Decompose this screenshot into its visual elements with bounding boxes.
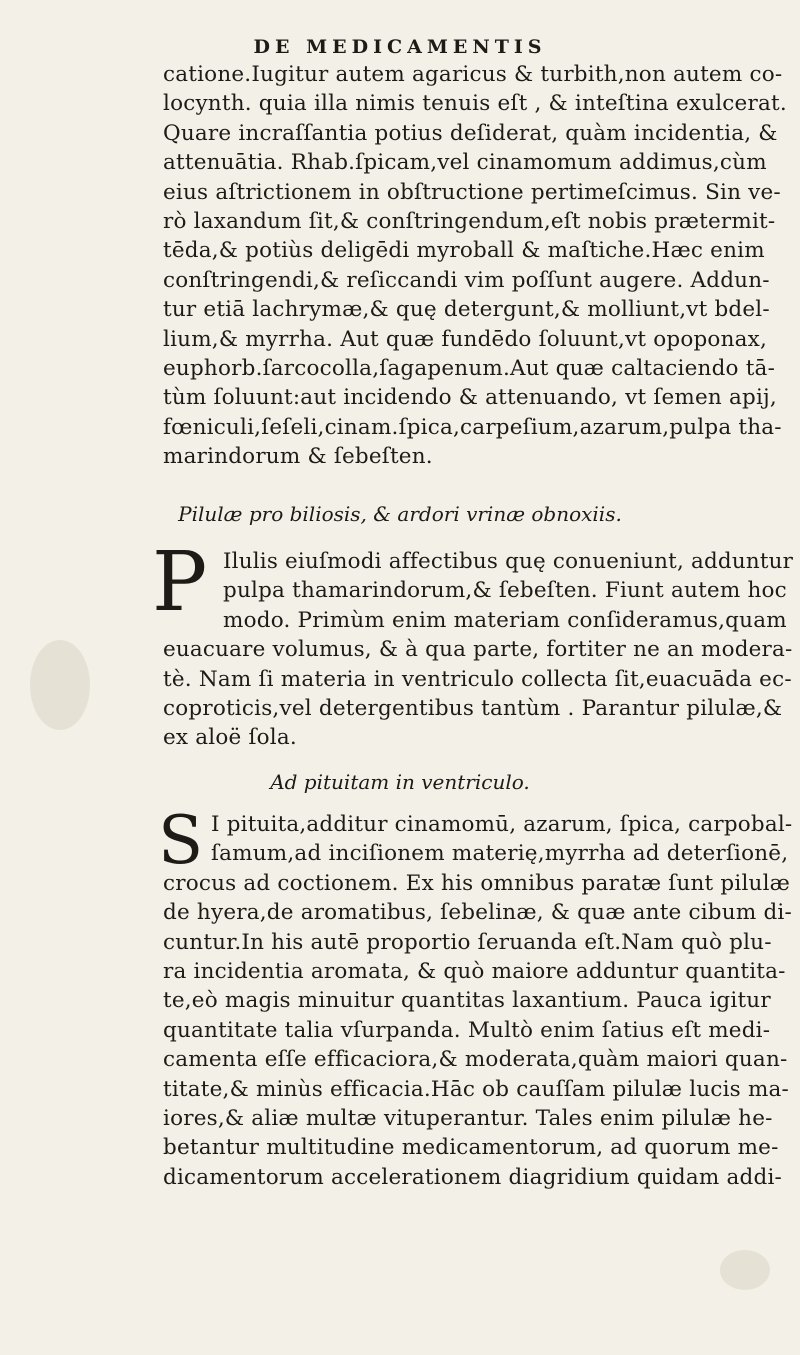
- text-line: dicamentorum accelerationem diagridium quidam addi-: [163, 1164, 783, 1190]
- text-line: ſamum,ad inciſionem materię,myrrha ad deterſionē,: [211, 841, 789, 867]
- text-line: euacuare volumus, & à qua parte, fortiter ne an modera-: [163, 637, 793, 663]
- text-line: tur etiā lachrymæ,& quę detergunt,& molliunt,vt bdel-: [163, 297, 770, 323]
- text-line: quantitate talia vſurpanda. Multò enim ſatius eſt medi-: [163, 1017, 771, 1043]
- text-line: euphorb.ſarcocolla,ſagapenum.Aut quæ caltaciendo tā-: [163, 355, 776, 381]
- text-line: titate,& minùs efficacia.Hāc ob cauſſam pilulæ lucis ma-: [163, 1076, 790, 1102]
- text-line: te,eò magis minuitur quantitas laxantium. Pauca igitur: [163, 988, 771, 1014]
- drop-capital: S: [158, 802, 204, 879]
- text-line: marindorum & ſebeſten.: [163, 444, 433, 470]
- paragraph-1: [163, 60, 793, 471]
- text-line: attenuātia. Rhab.ſpicam,vel cinamomum addimus,cùm: [163, 150, 767, 176]
- text-line: ra incidentia aromata, & quò maiore adduntur quantita-: [163, 958, 786, 984]
- text-line: cuntur.In his autē proportio ſeruanda eſt.Nam quò plu-: [163, 929, 772, 955]
- text-line: tè. Nam ſi materia in ventriculo collecta ſit,euacuāda ec-: [163, 666, 792, 692]
- section-heading: Ad pituitam in ventriculo.: [270, 770, 530, 794]
- text-line: de hyera,de aromatibus, ſebelinæ, & quæ ante cibum di-: [163, 900, 792, 926]
- text-line: modo. Primùm enim materiam conſideramus,quam: [223, 607, 787, 633]
- text-line: crocus ad coctionem. Ex his omnibus paratæ ſunt pilulæ: [163, 870, 791, 896]
- text-line: eius aſtrictionem in obſtructione pertimeſcimus. Sin ve-: [163, 179, 781, 205]
- text-line: tēda,& potiùs deligēdi myroball & maſtiche.Hæc enim: [163, 238, 765, 264]
- text-line: I pituita,additur cinamomū, azarum, ſpica, carpobal-: [211, 812, 793, 837]
- drop-capital: P: [152, 535, 208, 630]
- text-line: fœniculi,ſeſeli,cinam.ſpica,carpeſium,azarum,pulpa tha-: [163, 414, 782, 440]
- text-line: Quare incraſſantia potius deſiderat, quàm incidentia, &: [163, 120, 778, 146]
- text-line: coproticis,vel detergentibus tantùm . Parantur pilulæ,&: [163, 695, 783, 721]
- text-line: rò laxandum ſit,& conſtringendum,eſt nobis prætermit-: [163, 208, 776, 234]
- paper-stain: [720, 1250, 770, 1290]
- text-line: ex aloë ſola.: [163, 725, 297, 751]
- paper-stain: [30, 640, 90, 730]
- text-line: betantur multitudine medicamentorum, ad quorum me-: [163, 1135, 779, 1161]
- text-line: camenta eſſe efficaciora,& moderata,quàm maiori quan-: [163, 1047, 788, 1073]
- text-line: locynth. quia illa nimis tenuis eſt , & inteſtina exulcerat.: [163, 91, 787, 117]
- section-heading: Pilulæ pro biliosis, & ardori vrinæ obnoxiis.: [178, 502, 622, 526]
- text-line: catione.Iugitur autem agaricus & turbith,non autem co-: [163, 62, 783, 87]
- text-line: tùm ſoluunt:aut incidendo & attenuando, vt ſemen apij,: [163, 385, 777, 411]
- text-line: iores,& aliæ multæ vituperantur. Tales enim pilulæ he-: [163, 1105, 773, 1131]
- paragraph-2: [163, 547, 793, 753]
- text-line: pulpa thamarindorum,& ſebeſten. Fiunt autem hoc: [223, 578, 787, 604]
- text-line: conſtringendi,& reſiccandi vim poſſunt augere. Addun-: [163, 267, 770, 293]
- text-line: lium,& myrrha. Aut quæ fundēdo ſoluunt,vt opoponax,: [163, 326, 767, 352]
- running-head: DE MEDICAMENTIS: [253, 36, 547, 58]
- paragraph-3: [163, 810, 793, 1192]
- text-line: Ilulis eiuſmodi affectibus quę conueniunt, adduntur: [223, 549, 794, 574]
